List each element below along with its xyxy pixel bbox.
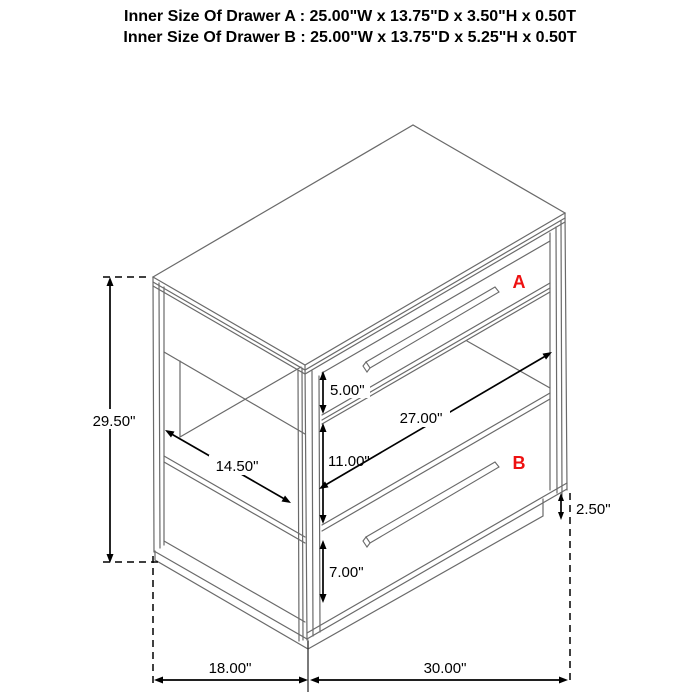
dim-label-overall-width: 30.00"	[423, 660, 467, 677]
dim-overall-height	[88, 277, 140, 563]
dim-drawer-b-height	[320, 540, 370, 603]
dim-overall-depth	[154, 660, 308, 684]
dim-label-opening-height: 11.00"	[328, 453, 370, 470]
dim-label-overall-depth: 18.00"	[208, 660, 252, 677]
dim-overall-width	[310, 660, 568, 684]
shelf-opening-interior	[322, 292, 550, 424]
dim-base-height	[558, 493, 614, 520]
dim-label-drawer-b-height: 7.00"	[329, 564, 364, 581]
drawer-b-size-text: Inner Size Of Drawer B : 25.00"W x 13.75"D x 5.25"H x 0.50T	[123, 29, 577, 46]
dim-drawer-a-height	[320, 371, 371, 414]
dim-label-base-height: 2.50"	[576, 501, 611, 518]
dim-label-inner-width: 27.00"	[399, 410, 443, 427]
cabinet-top	[153, 125, 565, 374]
dim-label-overall-height: 29.50"	[92, 413, 136, 430]
dim-shelf-depth	[165, 430, 291, 503]
drawer-a-marker: A	[512, 272, 526, 292]
dim-label-drawer-a-height: 5.00"	[330, 382, 365, 399]
drawer-a-size-text: Inner Size Of Drawer A : 25.00"W x 13.75"D x 3.50"H x 0.50T	[124, 8, 576, 25]
drawer-b-marker: B	[512, 453, 526, 473]
extension-lines	[103, 277, 570, 692]
dim-label-shelf-depth: 14.50"	[215, 458, 259, 475]
